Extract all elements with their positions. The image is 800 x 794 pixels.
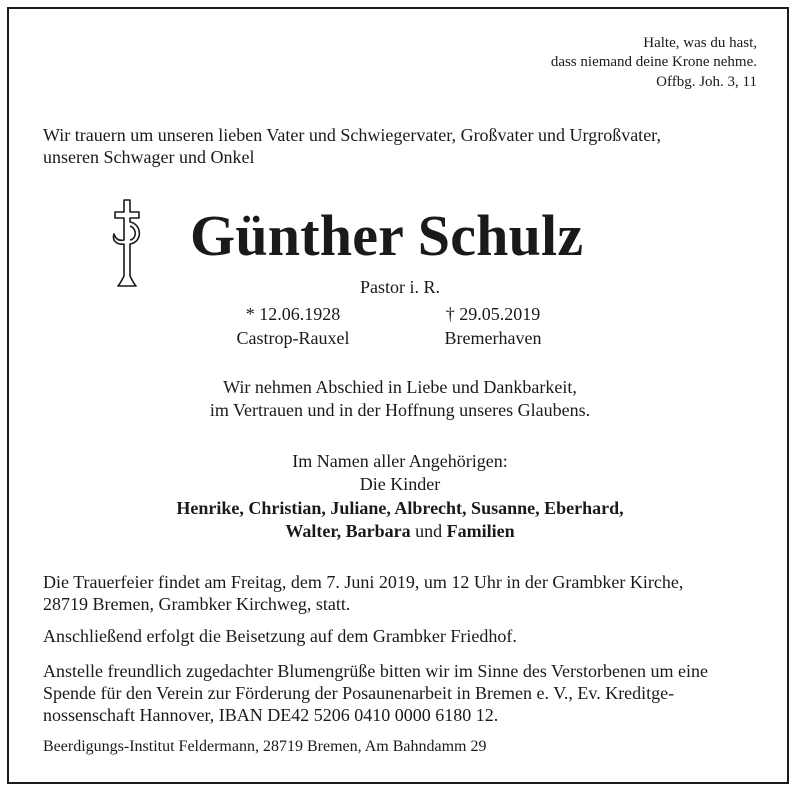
mourners-und: und bbox=[415, 521, 443, 541]
death-info bbox=[428, 302, 558, 350]
verse-reference: Offbg. Joh. 3, 11 bbox=[656, 74, 757, 90]
farewell-line-1: Wir nehmen Abschied in Liebe und Dankbarkeit, bbox=[223, 377, 577, 397]
death-place: Bremerhaven bbox=[444, 328, 542, 348]
mourners-names-line-2 bbox=[0, 519, 800, 543]
intro-line-1: Wir trauern um unseren lieben Vater und Schwiegervater, Großvater und Urgroßvater, bbox=[43, 125, 661, 145]
bible-verse bbox=[0, 34, 757, 92]
deceased-title: Pastor i. R. bbox=[359, 277, 440, 297]
death-date: † 29.05.2019 bbox=[445, 304, 541, 324]
verse-line-2: dass niemand deine Krone nehme. bbox=[550, 53, 757, 70]
verse-line-1: Halte, was du hast, bbox=[643, 35, 757, 51]
birth-info bbox=[228, 302, 358, 350]
deceased-name: Günther Schulz bbox=[190, 203, 584, 268]
intro-line-2: unseren Schwager und Onkel bbox=[43, 147, 255, 167]
donation-line-3: nossenschaft Hannover, IBAN DE42 5206 0410 0000 6180 12. bbox=[43, 705, 499, 725]
birth-date: * 12.06.1928 bbox=[245, 304, 341, 324]
burial-info: Anschließend erfolgt die Beisetzung auf dem Grambker Friedhof. bbox=[43, 626, 517, 646]
mourners-intro: Im Namen aller Angehörigen: bbox=[292, 451, 508, 471]
donation-info bbox=[43, 660, 755, 726]
birth-place: Castrop-Rauxel bbox=[236, 328, 350, 348]
service-info bbox=[43, 571, 755, 615]
mourners-familien: Familien bbox=[446, 521, 515, 541]
donation-line-1: Anstelle freundlich zugedachter Blumengrüße bitten wir im Sinne des Verstorbenen um eine bbox=[43, 661, 708, 681]
funeral-home: Beerdigungs-Institut Feldermann, 28719 Bremen, Am Bahndamm 29 bbox=[43, 738, 487, 755]
mourners-names-line-1: Henrike, Christian, Juliane, Albrecht, Susanne, Eberhard, bbox=[176, 498, 624, 518]
farewell-text bbox=[0, 376, 800, 422]
mourners-names-part: Walter, Barbara bbox=[285, 521, 411, 541]
mourners-kinder: Die Kinder bbox=[359, 474, 441, 494]
intro-text bbox=[43, 124, 763, 168]
donation-line-2: Spende für den Verein zur Förderung der Posaunenarbeit in Bremen e. V., Ev. Kreditge- bbox=[43, 683, 675, 703]
farewell-line-2: im Vertrauen und in der Hoffnung unseres Glaubens. bbox=[209, 400, 591, 420]
service-line-2: 28719 Bremen, Grambker Kirchweg, statt. bbox=[43, 594, 351, 614]
cross-symbol-icon bbox=[108, 198, 146, 288]
service-line-1: Die Trauerfeier findet am Freitag, dem 7. Juni 2019, um 12 Uhr in der Grambker Kirche, bbox=[43, 572, 684, 592]
